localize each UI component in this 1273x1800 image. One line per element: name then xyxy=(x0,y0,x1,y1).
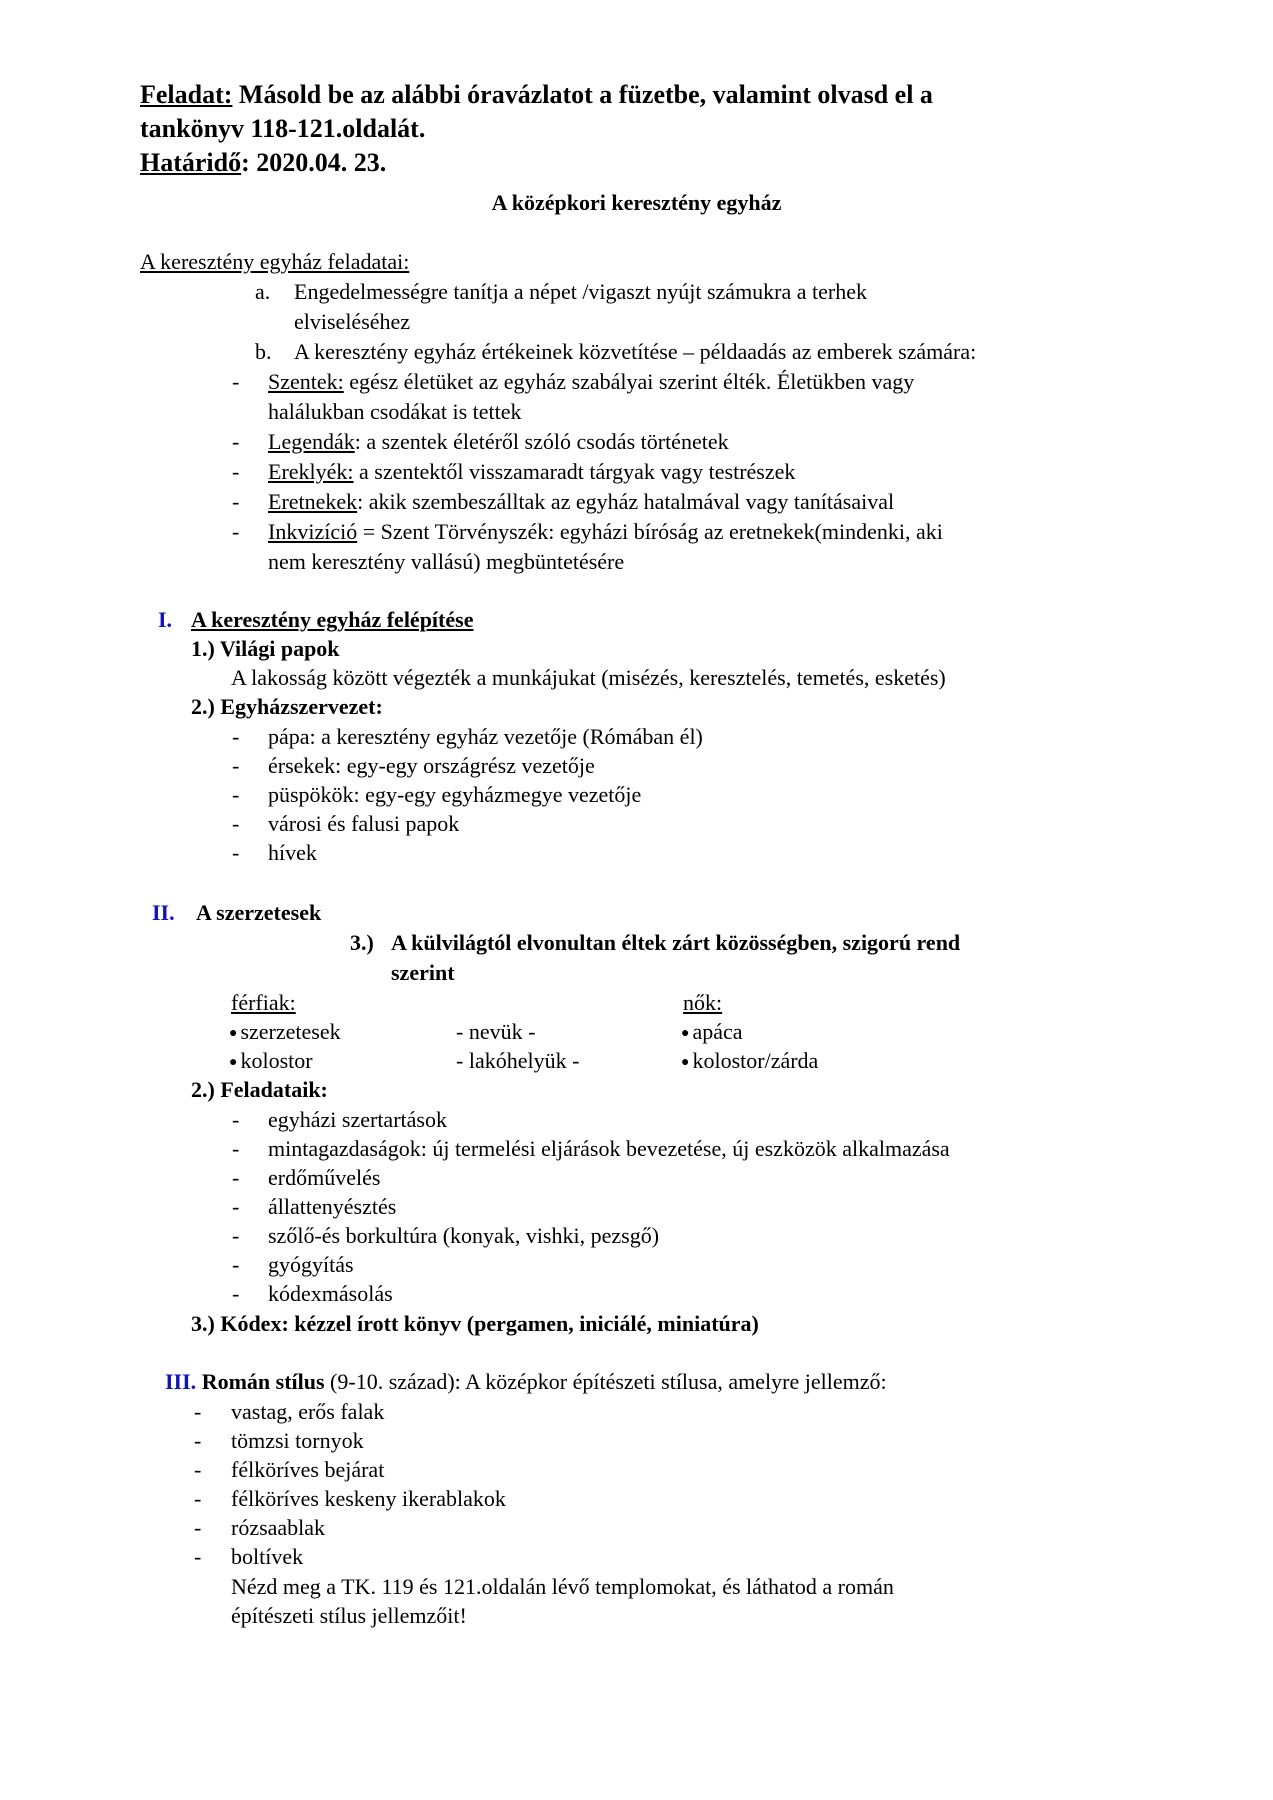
section-2-sub3-line1: A külvilágtól elvonultan éltek zárt közösségben, szigorú rend xyxy=(391,930,961,955)
task-item: gyógyítás xyxy=(268,1252,354,1277)
task-item: kódexmásolás xyxy=(268,1281,393,1306)
definition-inkvizicio xyxy=(268,517,943,547)
page-title: A középkori keresztény egyház xyxy=(491,190,782,215)
list-dash: - xyxy=(232,1223,240,1248)
men-label: férfiak: xyxy=(231,990,296,1015)
men-item xyxy=(229,1017,341,1049)
style-feature: boltívek xyxy=(231,1544,304,1569)
tasks-heading: 2.) Feladataik: xyxy=(191,1077,328,1102)
section-2-sub3-marker: 3.) xyxy=(350,930,374,955)
task-item: mintagazdaságok: új termelési eljárások bevezetése, új eszközök alkalmazása xyxy=(268,1136,950,1161)
list-dash: - xyxy=(232,1194,240,1219)
task-line-2: tankönyv 118-121.oldalát. xyxy=(140,114,426,143)
deadline-line xyxy=(140,146,386,180)
bullet-icon: ● xyxy=(681,1026,690,1041)
task-text: Másold be az alábbi óravázlatot a füzetbe, valamint olvasd el a xyxy=(232,80,933,109)
style-feature: félköríves keskeny ikerablakok xyxy=(231,1486,506,1511)
section-2-sub3-line2: szerint xyxy=(391,960,455,985)
task-item: egyházi szertartások xyxy=(268,1107,447,1132)
bullet-icon: ● xyxy=(229,1026,238,1041)
list-dash: - xyxy=(232,724,240,749)
definition-dash: - xyxy=(232,429,240,454)
definition-text: egész életüket az egyház szabályai szerint élték. Életükben vagy xyxy=(343,369,915,394)
bullet-icon: ● xyxy=(681,1055,690,1070)
bullet-icon: ● xyxy=(229,1055,238,1070)
definition-szentek-cont: halálukban csodákat is tettek xyxy=(268,399,522,424)
list-dash: - xyxy=(232,1281,240,1306)
task-item: erdőművelés xyxy=(268,1165,381,1190)
definition-text: : a szentek életéről szóló csodás történetek xyxy=(354,429,729,454)
list-dash: - xyxy=(232,840,240,865)
definition-term: Eretnekek xyxy=(268,489,358,514)
women-item-text: apáca xyxy=(692,1019,743,1044)
men-item xyxy=(229,1046,313,1078)
list-dash: - xyxy=(232,1165,240,1190)
men-item-text: szerzetesek xyxy=(240,1019,341,1044)
row-middle-label: - nevük - xyxy=(456,1019,536,1044)
task-label: Feladat: xyxy=(140,80,233,109)
hierarchy-item: városi és falusi papok xyxy=(268,811,460,836)
definition-eretnekek xyxy=(268,487,894,517)
list-dash: - xyxy=(232,1136,240,1161)
note-line-2: építészeti stílus jellemzőit! xyxy=(231,1603,467,1628)
intro-item-a-line1: Engedelmességre tanítja a népet /vigaszt nyújt számukra a terhek xyxy=(294,279,867,304)
definition-text: a szentektől visszamaradt tárgyak vagy testrészek xyxy=(353,459,796,484)
definition-term: Inkvizíció xyxy=(268,519,358,544)
style-feature: félköríves bejárat xyxy=(231,1457,385,1482)
section-2-heading: A szerzetesek xyxy=(196,900,322,925)
list-dash: - xyxy=(194,1428,202,1453)
list-dash: - xyxy=(194,1515,202,1540)
section-3-heading-rest: (9-10. század): A középkor építészeti stílusa, amelyre jellemző: xyxy=(324,1369,887,1394)
style-feature: vastag, erős falak xyxy=(231,1399,385,1424)
list-dash: - xyxy=(232,1107,240,1132)
section-2-numeral: II. xyxy=(152,900,175,925)
definition-inkvizicio-cont: nem keresztény vallású) megbüntetésére xyxy=(268,549,625,574)
definition-szentek xyxy=(268,367,914,397)
deadline-value: : 2020.04. 23. xyxy=(241,148,387,177)
list-dash: - xyxy=(194,1399,202,1424)
section-1-sub1-text: A lakosság között végezték a munkájukat (misézés, keresztelés, temetés, esketés) xyxy=(231,665,946,690)
note-line-1: Nézd meg a TK. 119 és 121.oldalán lévő templomokat, és láthatod a román xyxy=(231,1574,894,1599)
definition-ereklyek xyxy=(268,457,795,487)
deadline-label: Határidő xyxy=(140,148,242,177)
hierarchy-item: hívek xyxy=(268,840,317,865)
definition-text: = Szent Törvényszék: egyházi bíróság az eretnekek(mindenki, aki xyxy=(357,519,943,544)
style-feature: rózsaablak xyxy=(231,1515,326,1540)
list-dash: - xyxy=(194,1486,202,1511)
row-middle-label: - lakóhelyük - xyxy=(456,1048,580,1073)
list-dash: - xyxy=(232,753,240,778)
men-item-text: kolostor xyxy=(240,1048,313,1073)
section-3-line xyxy=(165,1367,887,1397)
section-3-heading: Román stílus xyxy=(201,1369,325,1394)
intro-item-a-marker: a. xyxy=(255,279,271,304)
task-item: állattenyésztés xyxy=(268,1194,397,1219)
definition-dash: - xyxy=(232,459,240,484)
hierarchy-item: érsekek: egy-egy országrész vezetője xyxy=(268,753,595,778)
intro-item-a-line2: elviseléséhez xyxy=(294,309,411,334)
definition-dash: - xyxy=(232,369,240,394)
section-1-sub1-heading: 1.) Világi papok xyxy=(191,636,340,661)
task-item: szőlő-és borkultúra (konyak, vishki, pezsgő) xyxy=(268,1223,660,1248)
definition-dash: - xyxy=(232,519,240,544)
intro-item-b-line1: A keresztény egyház értékeinek közvetítése – példaadás az emberek számára: xyxy=(294,339,977,364)
section-3-numeral: III. xyxy=(165,1369,197,1394)
section-1-sub2-heading: 2.) Egyházszervezet: xyxy=(191,694,383,719)
list-dash: - xyxy=(232,1252,240,1277)
definition-dash: - xyxy=(232,489,240,514)
definition-term: Szentek: xyxy=(268,369,344,394)
section-1-numeral: I. xyxy=(158,607,173,632)
section-1-heading: A keresztény egyház felépítése xyxy=(191,607,474,632)
women-item xyxy=(681,1017,743,1049)
women-item xyxy=(681,1046,818,1078)
intro-item-b-marker: b. xyxy=(255,339,272,364)
list-dash: - xyxy=(194,1544,202,1569)
women-label: nők: xyxy=(683,990,723,1015)
hierarchy-item: pápa: a keresztény egyház vezetője (Rómában él) xyxy=(268,724,703,749)
list-dash: - xyxy=(232,811,240,836)
definition-legendak xyxy=(268,427,729,457)
hierarchy-item: püspökök: egy-egy egyházmegye vezetője xyxy=(268,782,642,807)
definition-term: Ereklyék: xyxy=(268,459,354,484)
definition-text: : akik szembeszálltak az egyház hatalmával vagy tanításaival xyxy=(357,489,895,514)
definition-term: Legendák xyxy=(268,429,355,454)
task-line-1 xyxy=(140,78,933,112)
list-dash: - xyxy=(232,782,240,807)
codex-line: 3.) Kódex: kézzel írott könyv (pergamen, iniciálé, miniatúra) xyxy=(191,1311,759,1336)
women-item-text: kolostor/zárda xyxy=(692,1048,819,1073)
intro-heading: A keresztény egyház feladatai: xyxy=(140,249,410,274)
style-feature: tömzsi tornyok xyxy=(231,1428,364,1453)
list-dash: - xyxy=(194,1457,202,1482)
